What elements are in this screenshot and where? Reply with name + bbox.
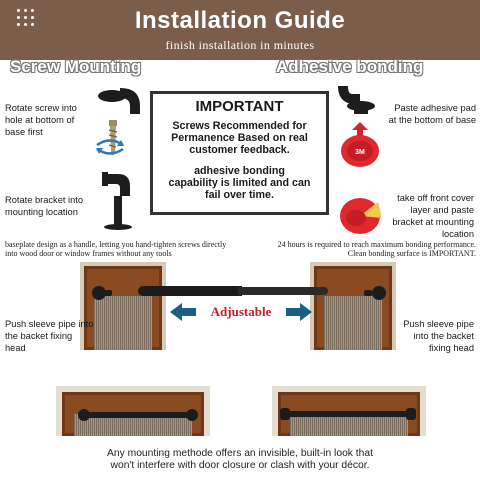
bottom-caption: [60, 448, 420, 472]
door-glass-right: [324, 296, 382, 350]
adhesive-step-3: Push sleeve pipe into the backet fixing head: [403, 319, 474, 353]
baseplate-note: baseplate design as a handle, letting you hand-tighten screws directly into wood door or window frames without any tools: [5, 240, 227, 258]
peel-adhesive-icon: [338, 196, 384, 236]
screw-mounting-title: Screw Mounting: [10, 57, 142, 76]
screw-step-3: Push sleeve pipe into the backet fixing head: [5, 319, 94, 353]
important-line-4: adhesive bonding: [194, 165, 285, 177]
rotate-arrows-icon: [93, 137, 127, 157]
svg-text:3M: 3M: [355, 149, 365, 156]
inner-pipe: [238, 287, 328, 295]
adhesive-step-1: Paste adhesive pad at the bottom of base: [388, 103, 476, 125]
rod-stub-left: [104, 290, 112, 296]
example-bracket-right-b: [406, 408, 416, 420]
screw-step-1: Rotate screw into hole at bottom of base first: [5, 103, 77, 137]
rod-bracket-right: [372, 286, 386, 300]
important-line-5: capability is limited and can: [168, 177, 311, 189]
rod-stub-right: [364, 290, 372, 296]
adhesive-bonding-title: Adhesive bonding: [276, 57, 424, 76]
door-glass-left: [94, 296, 152, 350]
example-rod-right: [288, 411, 408, 417]
bracket-base-icon: [330, 80, 382, 126]
important-heading: IMPORTANT: [195, 98, 284, 115]
important-line-6: fail over time.: [205, 189, 274, 201]
adjustable-label: Adjustable: [210, 304, 272, 319]
important-line-1: Screws Recommended for: [172, 120, 307, 132]
screw-step-2: Rotate bracket into mounting location: [5, 195, 84, 217]
bracket-elbow-icon: [88, 168, 140, 232]
important-notice-box: [150, 91, 329, 215]
arrow-left-icon: [170, 303, 196, 321]
example-bracket-left-b: [186, 409, 198, 421]
important-line-3: customer feedback.: [189, 144, 290, 156]
page-subtitle: finish installation in minutes: [165, 38, 315, 52]
important-line-2: Permanence Based on real: [171, 132, 308, 144]
arrow-right-icon: [286, 303, 312, 321]
page-title: Installation Guide: [134, 7, 346, 34]
caption-line-1: Any mounting methode offers an invisible, built-in look that: [107, 448, 373, 459]
example-glass-right: [290, 414, 408, 436]
bonding-note: 24 hours is required to reach maximum bonding performance. Clean bonding surface is IMPORTANT.: [277, 240, 476, 258]
caption-line-2: won't interfere with door closure or clash with your décor.: [110, 460, 370, 471]
example-rod-left: [86, 412, 192, 418]
adhesive-pad-icon: [340, 134, 380, 168]
sleeve-pipe: [138, 286, 242, 296]
adhesive-step-2: take off front cover layer and paste bracket at mounting location: [392, 193, 474, 239]
